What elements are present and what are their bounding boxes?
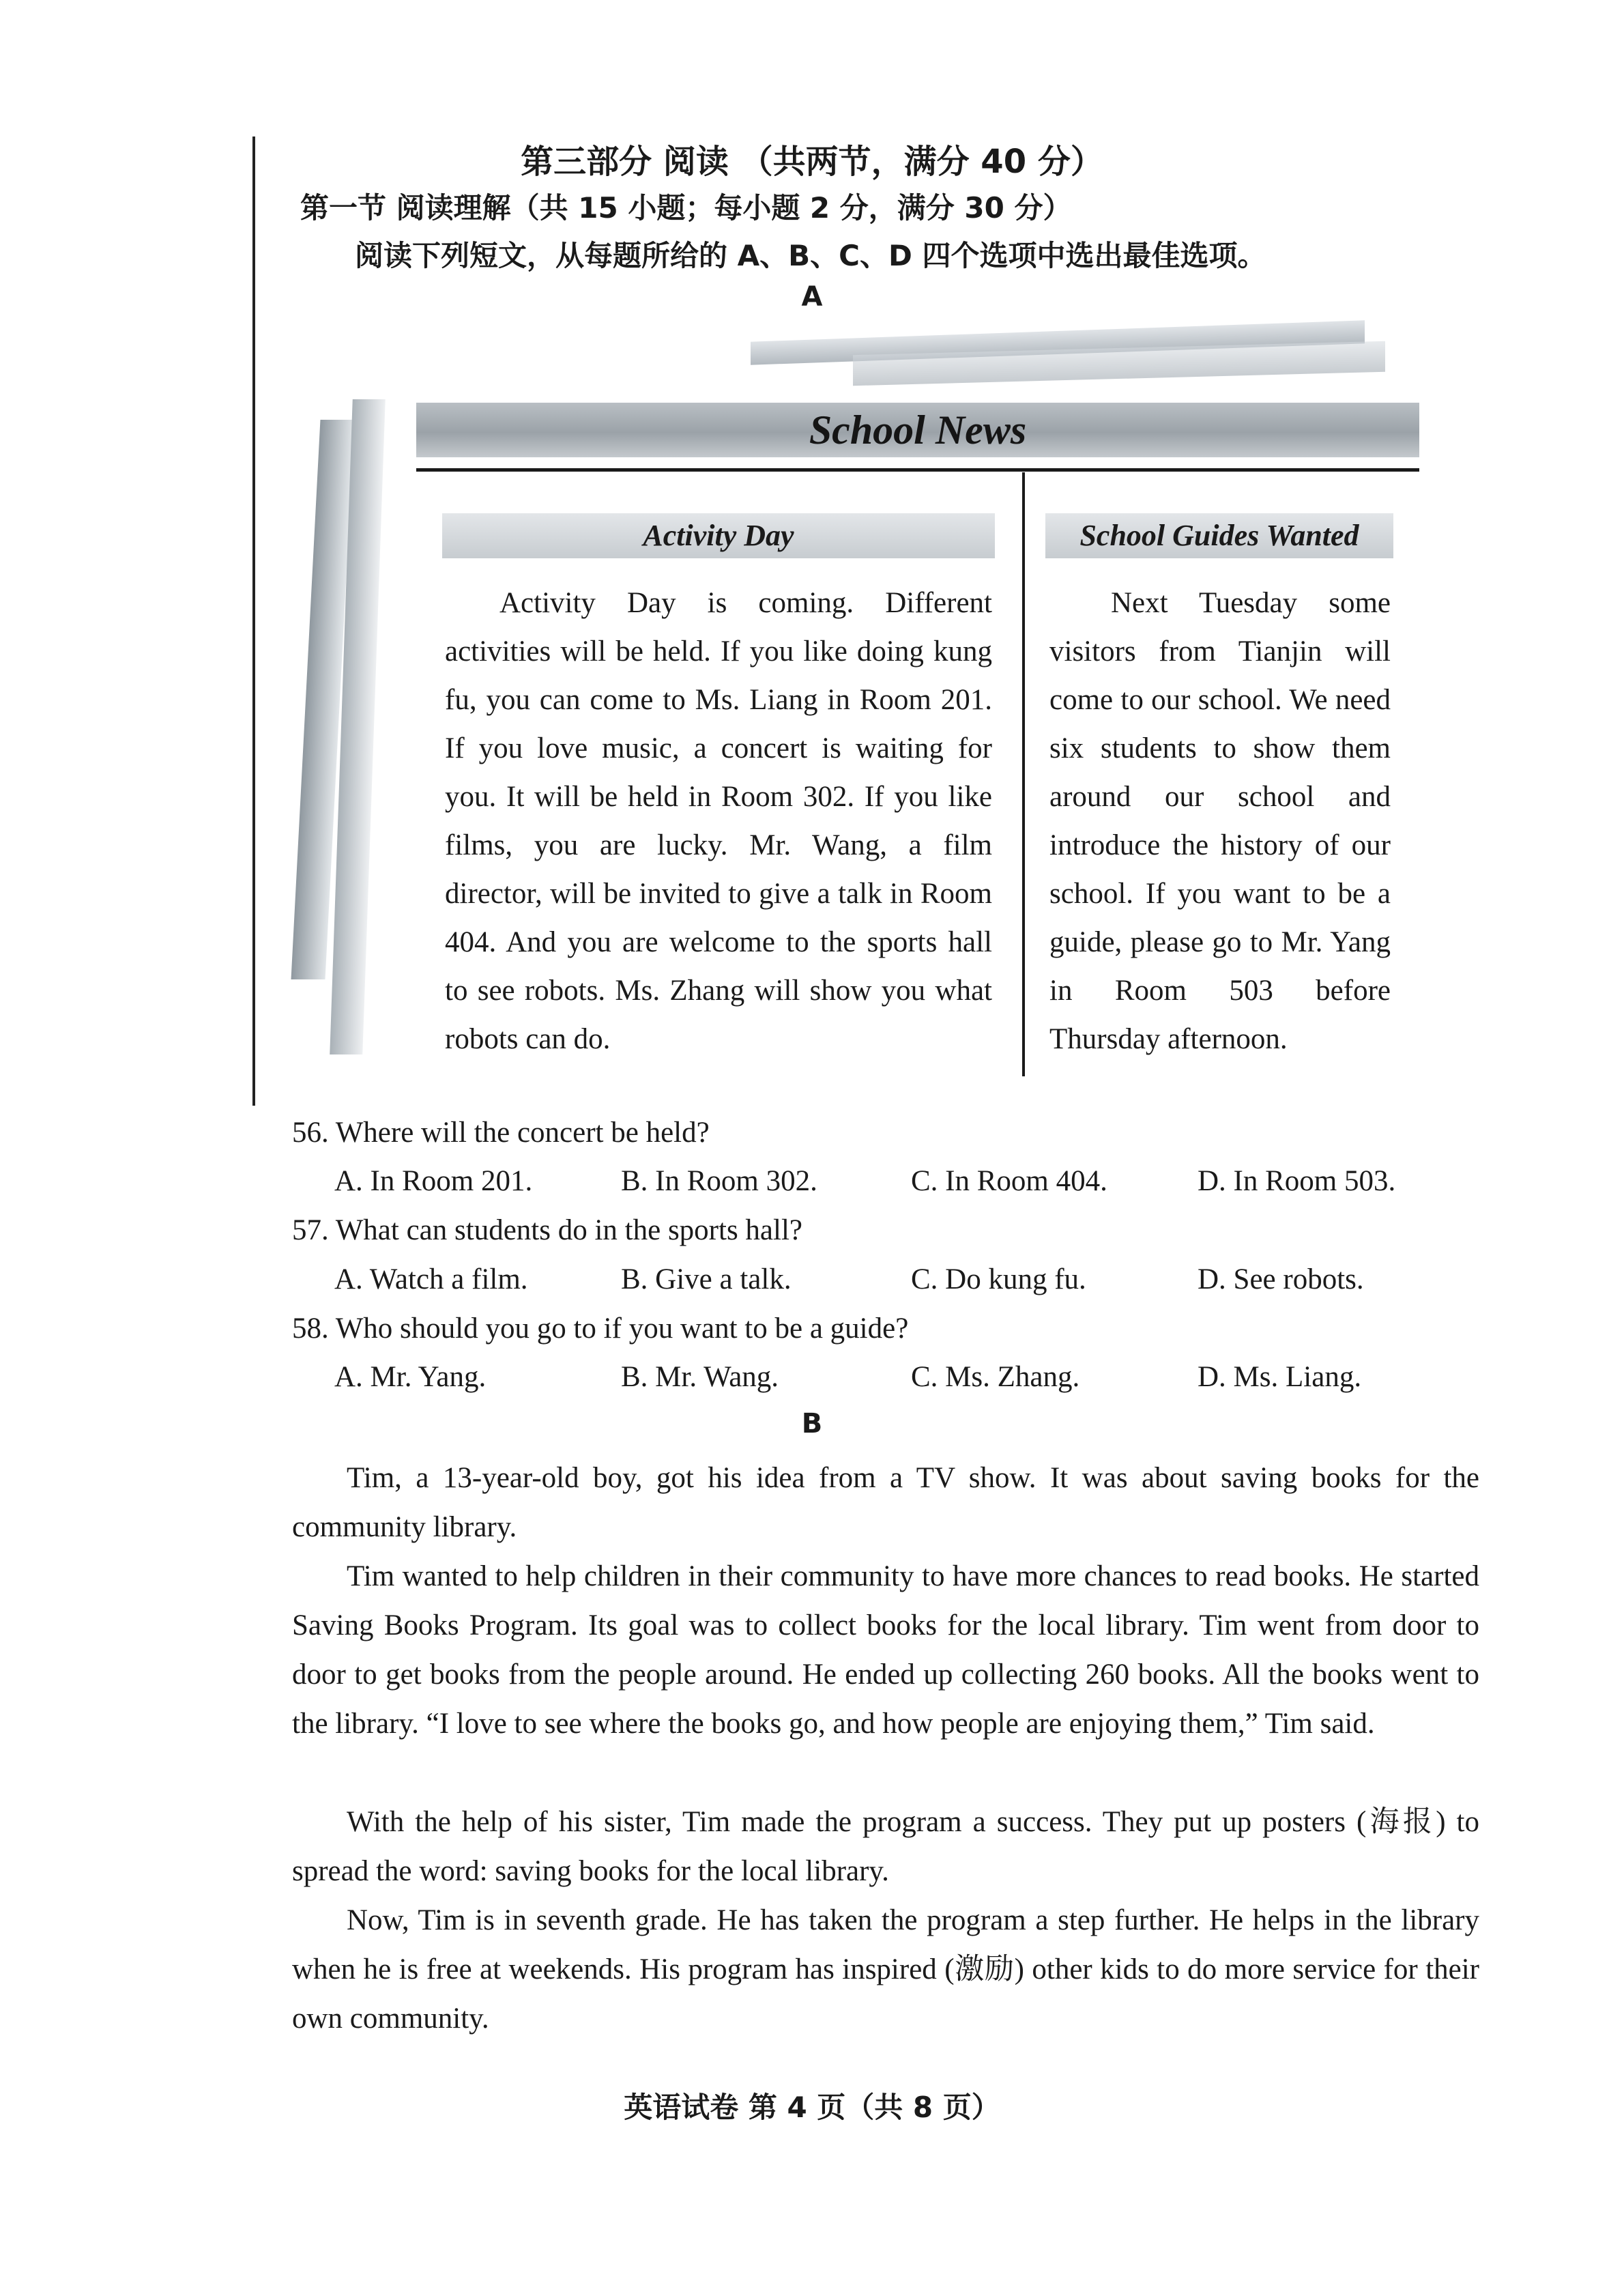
question-57-stem: 57. What can students do in the sports hall? [292, 1214, 802, 1246]
passage-a-letter: A [801, 281, 823, 313]
column-divider [1022, 472, 1025, 1076]
part-title: 第三部分 阅读 （共两节，满分 40 分） [521, 143, 1103, 181]
section-title: 第一节 阅读理解（共 15 小题；每小题 2 分，满分 30 分） [300, 191, 1072, 225]
question-57-option-d: D. See robots. [1198, 1263, 1364, 1295]
question-57-option-c: C. Do kung fu. [911, 1263, 1086, 1295]
question-58-option-d: D. Ms. Liang. [1198, 1361, 1362, 1393]
activity-day-heading: Activity Day [442, 513, 995, 558]
question-56-option-d: D. In Room 503. [1198, 1165, 1396, 1197]
question-58-option-b: B. Mr. Wang. [621, 1361, 779, 1393]
page-footer: 英语试卷 第 4 页（共 8 页） [624, 2091, 1000, 2124]
question-58-option-c: C. Ms. Zhang. [911, 1361, 1080, 1393]
instruction-text: 阅读下列短文，从每题所给的 A、B、C、D 四个选项中选出最佳选项。 [355, 239, 1266, 272]
school-news-title: School News [416, 403, 1419, 457]
news-header-rule [416, 468, 1419, 472]
question-56-option-c: C. In Room 404. [911, 1165, 1107, 1197]
passage-b-paragraph-4: Now, Tim is in seventh grade. He has taken the program a step further. He helps in the library when he is free at weekends. His program has inspired (激励) other kids to do more service for their own community. [292, 1904, 1479, 2035]
passage-b-paragraph-2: Tim wanted to help children in their community to have more chances to read books. He started Saving Books Program. Its goal was to collect books for the local library. Tim went from door to door to get books from the people around. He ended up collecting 260 books. All the books went to the library. “I love to see where the books go, and how people are enjoying them,” Tim said. [292, 1560, 1479, 1740]
school-guides-text: Next Tuesday some visitors from Tianjin will come to our school. We need six students to show them around our school and introduce the history of our school. If you want to be a guide, please go to Mr. Yang in Room 503 before Thursday afternoon. [1049, 587, 1391, 1055]
passage-b-letter: B [801, 1408, 823, 1439]
activity-day-text: Activity Day is coming. Different activities will be held. If you like doing kung fu, you can come to Ms. Liang in Room 201. If you love music, a concert is waiting for you. It will be held in Room 302. If you like films, you are lucky. Mr. Wang, a film director, will be invited to give a talk in Room 404. And you are welcome to the sports hall to see robots. Ms. Zhang will show you what robots can do. [445, 587, 992, 1055]
question-58-stem: 58. Who should you go to if you want to be a guide? [292, 1312, 909, 1345]
school-guides-heading: School Guides Wanted [1045, 513, 1393, 558]
passage-b-paragraph-3: With the help of his sister, Tim made the program a success. They put up posters (海报) to spread the word: saving books for the local library. [292, 1806, 1479, 1887]
question-58-option-a: A. Mr. Yang. [334, 1361, 487, 1393]
passage-b-paragraph-1: Tim, a 13-year-old boy, got his idea from a TV show. It was about saving books for the community library. [292, 1462, 1479, 1543]
question-56-option-b: B. In Room 302. [621, 1165, 817, 1197]
question-57-option-b: B. Give a talk. [621, 1263, 792, 1295]
question-56-stem: 56. Where will the concert be held? [292, 1117, 710, 1149]
question-56-option-a: A. In Room 201. [334, 1165, 533, 1197]
question-57-option-a: A. Watch a film. [334, 1263, 528, 1295]
